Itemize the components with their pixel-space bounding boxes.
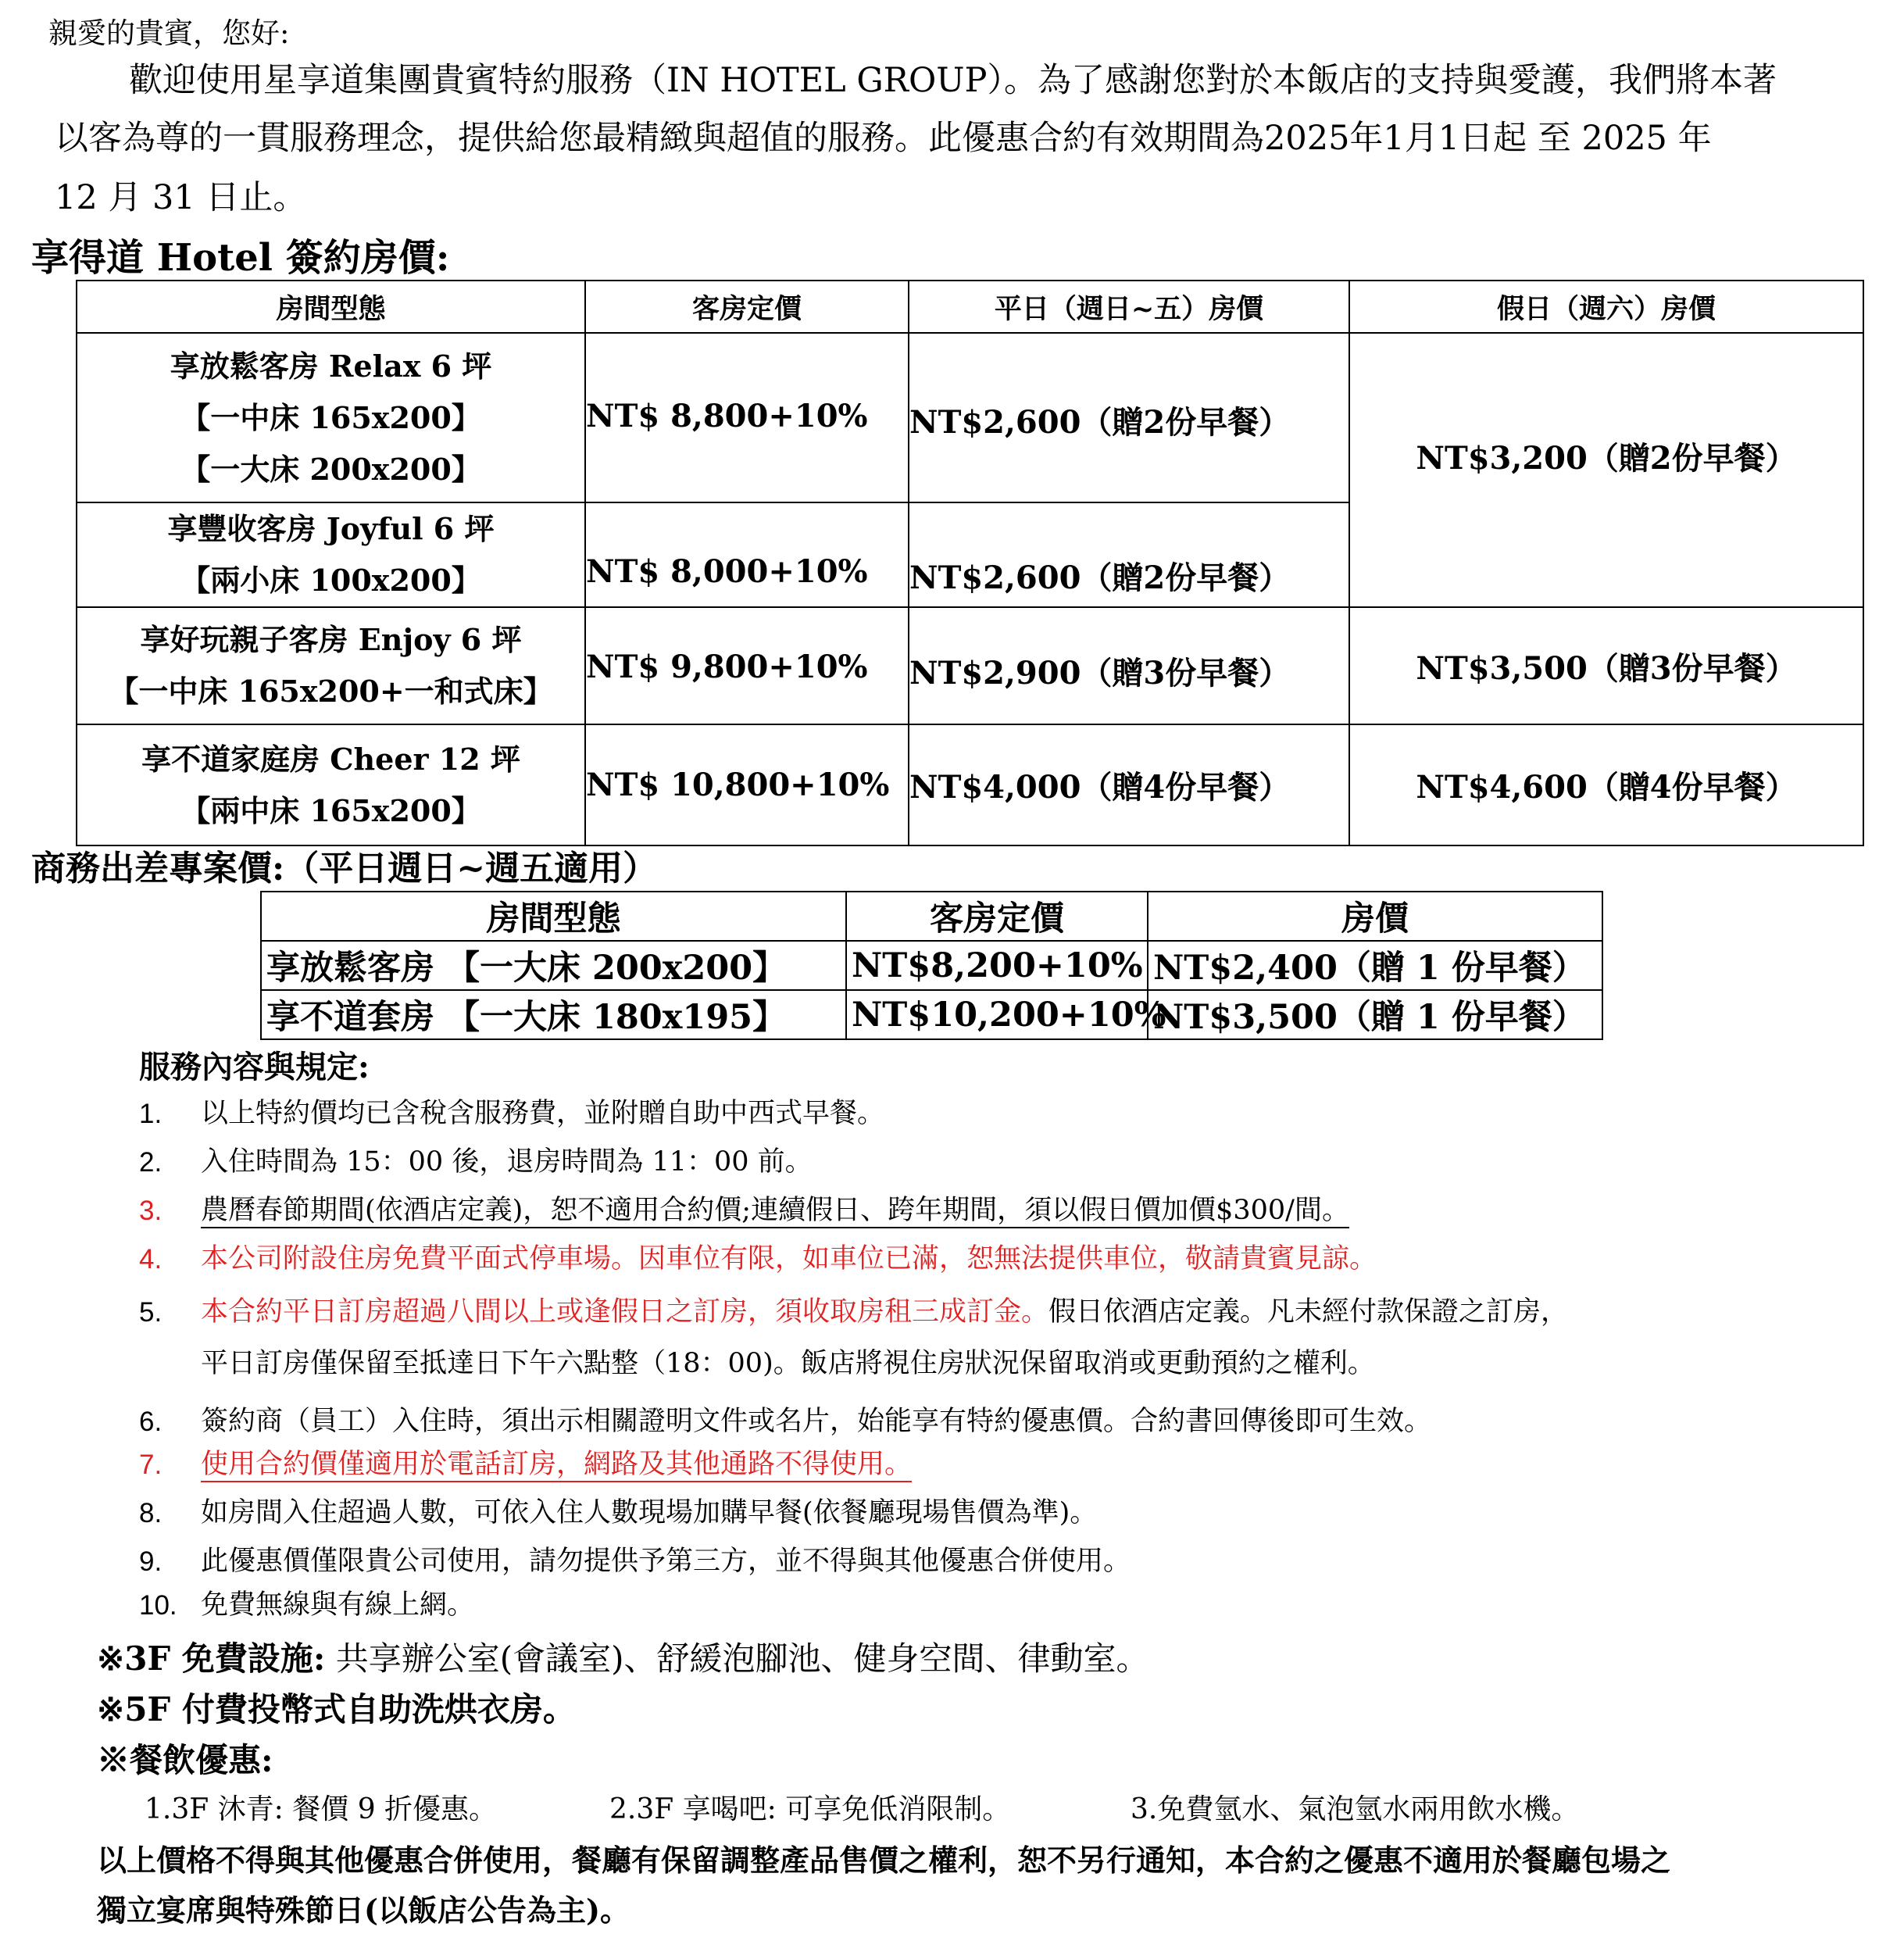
rule-number: 1. [139,1099,163,1129]
list-price-cell: NT$ 10,800+10% [585,724,909,845]
intro-line-3: 12 月 31 日止。 [55,178,307,217]
rule-text-red: 本合約平日訂房超過八間以上或逢假日之訂房，須收取房租三成訂金。 [201,1296,1049,1328]
price-cell: NT$2,400（贈 1 份早餐） [1148,941,1602,990]
room-bed: 【一大床 200x200】 [180,451,481,487]
rule-number: 10. [139,1590,177,1621]
footer-note-line-2: 獨立宴席與特殊節日(以飯店公告為主)。 [97,1893,630,1928]
table-row [261,941,1602,990]
room-type-cell [77,724,585,845]
header-holiday-price: 假日（週六）房價 [1349,281,1863,333]
header-list-price: 客房定價 [585,281,909,333]
dining-item-2: 2.3F 享喝吧: 可享免低消限制。 [609,1793,1011,1825]
header-price: 房價 [1148,892,1602,941]
facilities-3f-text: 共享辦公室(會議室)、舒緩泡腳池、健身空間、律動室。 [335,1639,1149,1678]
weekday-price-cell: NT$4,000（贈4份早餐） [909,724,1349,845]
header-weekday-price: 平日（週日~五）房價 [909,281,1349,333]
table-row [77,333,1863,502]
room-bed: 【一中床 165x200】 [180,399,481,435]
rule-text: 本公司附設住房免費平面式停車場。因車位有限，如車位已滿，恕無法提供車位，敬請貴賓見諒。 [201,1243,1377,1274]
table-header-row [77,281,1863,333]
footer-note-line-1: 以上價格不得與其他優惠合併使用，餐廳有保留調整產品售價之權利，恕不另行通知，本合約之優惠不適用於餐廳包場之 [97,1843,1671,1878]
table-row [77,724,1863,845]
header-list-price: 客房定價 [846,892,1148,941]
rules-title: 服務內容與規定: [139,1049,370,1085]
intro-line-2: 以客為尊的一貫服務理念，提供給您最精緻與超值的服務。此優惠合約有效期間為2025年1月1日起 至 2025 年 [55,119,1712,158]
rule-text: 農曆春節期間(依酒店定義)，恕不適用合約價;連續假日、跨年期間，須以假日價加價$300/間。 [201,1195,1349,1226]
list-price-cell: NT$ 9,800+10% [585,607,909,724]
rule-number: 8. [139,1498,163,1528]
room-type-cell: 享放鬆客房 【一大床 200x200】 [261,941,846,990]
room-type-cell [77,502,585,607]
rule-text-continued: 平日訂房僅保留至抵達日下午六點整（18：00)。飯店將視住房狀況保留取消或更動預約之權利。 [201,1348,1375,1379]
dining-item-3: 3.免費氫水、氣泡氫水兩用飲水機。 [1131,1793,1580,1825]
room-name: 享不道家庭房 Cheer 12 坪 [141,741,520,777]
rule-text: 使用合約價僅適用於電話訂房，網路及其他通路不得使用。 [201,1449,913,1480]
holiday-price-cell: NT$3,500（贈3份早餐） [1349,607,1863,724]
rule-number: 3. [139,1196,163,1226]
room-bed: 【兩中床 165x200】 [180,792,481,828]
holiday-price-cell: NT$3,200（贈2份早餐） [1349,333,1863,607]
business-section-title: 商務出差專案價:（平日週日~週五適用） [31,849,658,888]
hotel-section-title: 享得道 Hotel 簽約房價: [31,236,450,280]
list-price-cell: NT$ 8,000+10% [585,502,909,607]
dining-label: ※餐飲優惠: [97,1741,273,1779]
header-room-type: 房間型態 [77,281,585,333]
rule-text: 以上特約價均已含稅含服務費，並附贈自助中西式早餐。 [201,1098,885,1129]
rule-text-wrap [201,1296,1569,1328]
weekday-price-cell: NT$2,600（贈2份早餐） [909,333,1349,502]
rule-text: 免費無線與有線上網。 [201,1589,475,1621]
room-name: 享放鬆客房 Relax 6 坪 [170,348,492,384]
weekday-price-cell: NT$2,600（贈2份早餐） [909,502,1349,607]
room-name: 享豐收客房 Joyful 6 坪 [167,511,495,546]
table-header-row [261,892,1602,941]
rule-text: 簽約商（員工）入住時，須出示相關證明文件或名片，始能享有特約優惠價。合約書回傳後即可生效。 [201,1406,1432,1437]
rule-text: 入住時間為 15：00 後，退房時間為 11：00 前。 [201,1146,813,1178]
facilities-5f: ※5F 付費投幣式自助洗烘衣房。 [97,1690,576,1728]
room-bed: 【一中床 165x200+一和式床】 [109,674,553,709]
facilities-3f [97,1639,1149,1678]
list-price-cell: NT$ 8,800+10% [585,333,909,502]
facilities-3f-label: ※3F 免費設施: [97,1639,326,1678]
greeting: 親愛的貴賓，您好: [48,16,290,50]
business-rate-table [260,891,1603,1040]
rule-text: 如房間入住超過人數，可依入住人數現場加購早餐(依餐廳現場售價為準)。 [201,1497,1098,1528]
dining-item-1: 1.3F 沐青: 餐價 9 折優惠。 [145,1793,498,1825]
room-name: 享好玩親子客房 Enjoy 6 坪 [140,622,522,657]
rule-number: 6. [139,1407,163,1437]
rule-number: 2. [139,1147,163,1178]
rule-text: 假日依酒店定義。凡未經付款保證之訂房， [1048,1296,1569,1328]
rule-text: 此優惠價僅限貴公司使用，請勿提供予第三方，並不得與其他優惠合併使用。 [201,1546,1131,1577]
hotel-rate-table [76,280,1864,846]
room-type-cell [77,333,585,502]
rule-number: 4. [139,1244,163,1274]
intro-line-1: 歡迎使用星享道集團貴賓特約服務（IN HOTEL GROUP）。為了感謝您對於本飯店的支持與愛護，我們將本著 [129,61,1777,100]
price-cell: NT$3,500（贈 1 份早餐） [1148,990,1602,1039]
header-room-type: 房間型態 [261,892,846,941]
holiday-price-cell: NT$4,600（贈4份早餐） [1349,724,1863,845]
room-bed: 【兩小床 100x200】 [180,563,481,598]
table-row [261,990,1602,1039]
rule-number: 5. [139,1297,163,1328]
room-type-cell: 享不道套房 【一大床 180x195】 [261,990,846,1039]
list-price-cell: NT$8,200+10% [846,941,1148,990]
room-type-cell [77,607,585,724]
table-row [77,607,1863,724]
rule-number: 7. [139,1450,163,1480]
rule-number: 9. [139,1546,163,1577]
list-price-cell: NT$10,200+10% [846,990,1148,1039]
weekday-price-cell: NT$2,900（贈3份早餐） [909,607,1349,724]
